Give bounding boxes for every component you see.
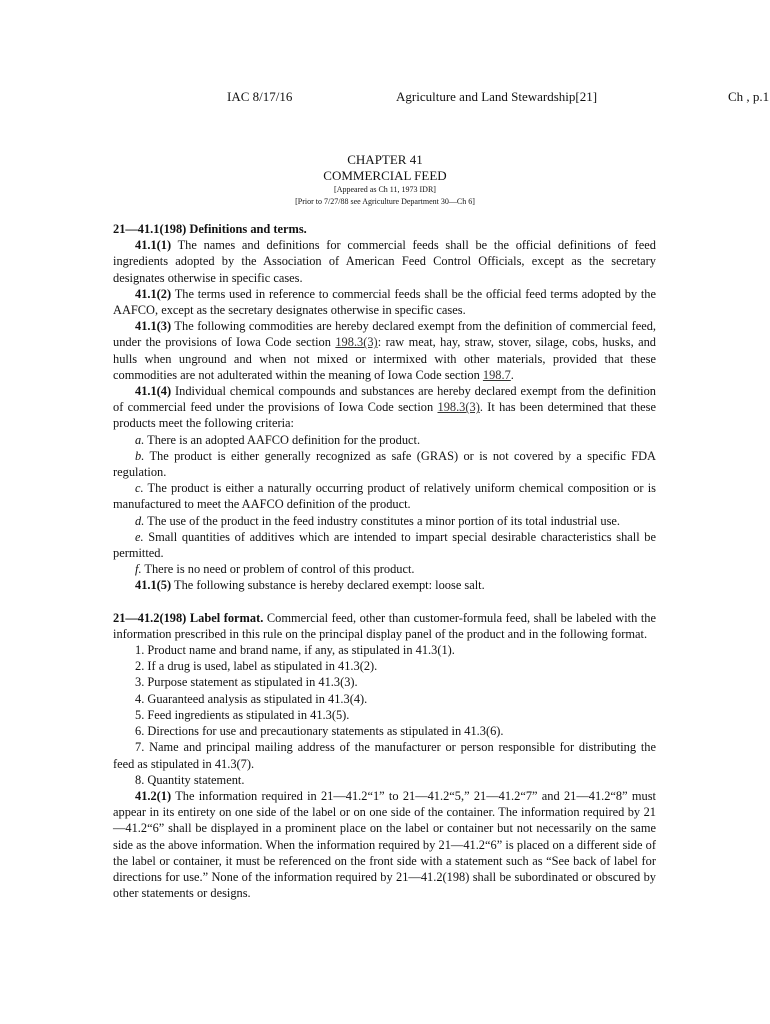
criterion-a [113,432,656,448]
header-left: IAC 8/17/16 [227,89,293,104]
subrule-text: . [510,367,514,382]
code-link-198-3-3[interactable]: 198.3(3) [335,335,378,350]
rule-41-2-heading: 21—41.2(198) Label format. [113,610,264,625]
criterion-text: The use of the product in the feed industry constitutes a minor portion of its total industrial use. [144,513,620,528]
subrule-41-1-3 [113,318,656,383]
criterion-text: There is an adopted AAFCO definition for the product. [144,432,421,447]
list-item: 8. Quantity statement. [135,772,245,787]
subrule-text: The information required in 21—41.2“1” to 21—41.2“5,” 21—41.2“7” and 21—41.2“8” must appear in its entirety on one side of the label or on one side of the container. The information required by 21—41.2“6” shall be displayed in a prominent place on the label or container but not necessarily on the same side as the above information. When the information required by 21—41.2“6” is placed on a different side of the label or container, it must be referenced on the front side with a statement such as “See back of label for directions for use.” None of the information required by 21—41.2(198) shall be subordinated or obscured by other statements or designs. [113,788,656,901]
subrule-number: 41.1(4) [135,384,172,399]
criterion-letter: c. [135,481,144,496]
subrule-41-2-1 [113,788,656,901]
document-body [113,221,656,901]
criterion-e [113,529,656,561]
subrule-number: 41.1(1) [135,238,172,253]
history-note-1: [Appeared as Ch 11, 1973 IDR] [334,185,436,194]
criterion-letter: b. [135,448,145,463]
criterion-f [113,561,656,577]
subrule-number: 41.1(5) [135,578,172,593]
subrule-text: : raw meat, hay, straw, stover, silage, cobs, husks, and hulls when unground and when not mixed or intermixed with other materials, provided that these commodities are not adulterated within the meaning of Iowa Code section [113,335,656,382]
subrule-text: The following commodities are hereby declared exempt from the definition of commercial feed, under the provisions of Iowa Code section [113,319,656,350]
subrule-41-1-2 [113,286,656,318]
list-item: 3. Purpose statement as stipulated in 41.3(3). [135,675,358,690]
subrule-number: 41.1(2) [135,286,172,301]
header-center: Agriculture and Land Stewardship[21] [396,89,598,104]
list-item: 5. Feed ingredients as stipulated in 41.3(5). [135,707,350,722]
subrule-41-1-5 [113,577,656,593]
history-note-2: [Prior to 7/27/88 see Agriculture Department 30—Ch 6] [295,197,475,206]
criterion-text: There is no need or problem of control of this product. [141,562,415,577]
criterion-c [113,480,656,512]
subrule-text: Individual chemical compounds and substances are hereby declared exempt from the definition of commercial feed under the provisions of Iowa Code section [113,384,656,415]
criterion-letter: a. [135,432,145,447]
subrule-number: 41.2(1) [135,788,172,803]
subrule-text: . It has been determined that these products meet the following criteria: [113,400,657,431]
list-item: 2. If a drug is used, label as stipulated in 41.3(2). [135,659,378,674]
list-item: 6. Directions for use and precautionary statements as stipulated in 41.3(6). [135,724,504,739]
criterion-letter: d. [135,513,145,528]
subrule-41-1-4 [113,383,656,432]
code-link-198-3-3[interactable]: 198.3(3) [437,400,480,415]
chapter-title-block [0,152,770,208]
list-item: 4. Guaranteed analysis as stipulated in 41.3(4). [135,691,368,706]
rule-41-2-intro-text: Commercial feed, other than customer-formula feed, shall be labeled with the information prescribed in this rule on the principal display panel of the product and in the following format. [113,610,656,641]
criterion-text: The product is either a naturally occurring product of relatively uniform chemical composition or is manufactured to meet the AAFCO definition of the product. [113,481,656,512]
list-item: 1. Product name and brand name, if any, as stipulated in 41.3(1). [135,643,455,658]
code-link-198-7[interactable]: 198.7 [482,367,511,382]
criterion-letter: e. [135,529,144,544]
chapter-number: CHAPTER 41 [347,152,423,167]
criterion-d [113,513,656,529]
subrule-text: The terms used in reference to commercial feeds shall be the official feed terms adopted by the AAFCO, except as the secretary designates otherwise in specific cases. [113,286,656,318]
criterion-text: The product is either generally recognized as safe (GRAS) or is not covered by a specific FDA regulation. [113,448,656,480]
header-right: Ch , p.1 [728,89,770,104]
rule-41-1-heading: 21—41.1(198) Definitions and terms. [113,222,307,236]
criterion-text: Small quantities of additives which are intended to impart special desirable characteristics shall be permitted. [113,529,656,561]
criterion-letter: f. [135,562,142,577]
subrule-text: The following substance is hereby declared exempt: loose salt. [171,578,485,593]
subrule-number: 41.1(3) [135,319,172,334]
subrule-text: The names and definitions for commercial feeds shall be the official definitions of feed ingredients adopted by the Association of American Feed Control Officials, except as the secretary designates otherwise in specific cases. [113,238,656,285]
subrule-41-1-1 [113,237,656,286]
chapter-name: COMMERCIAL FEED [323,168,447,183]
rule-41-2-intro [113,610,656,642]
list-item: 7. Name and principal mailing address of the manufacturer or person responsible for distributing the feed as stipulated in 41.3(7). [113,740,656,771]
criterion-b [113,448,656,480]
